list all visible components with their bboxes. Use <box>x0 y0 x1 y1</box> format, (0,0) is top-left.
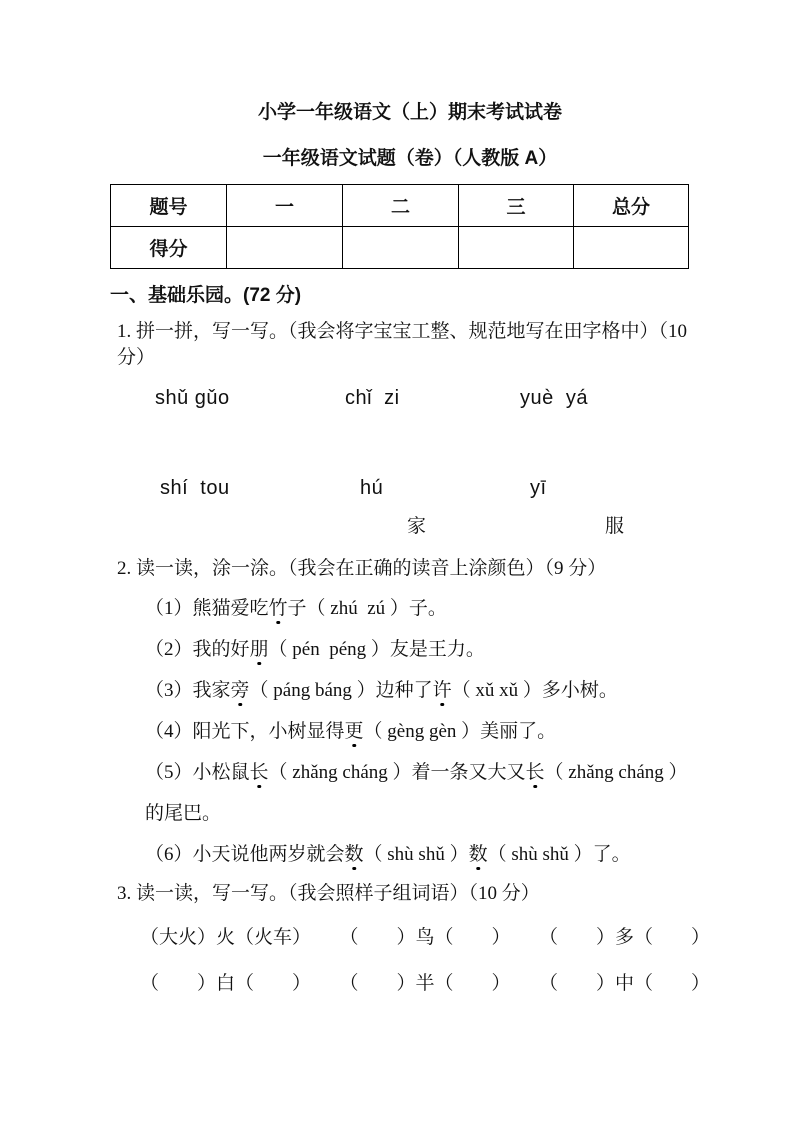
item3-heading: 3. 读一读，写一写。（我会照样子组词语）（10 分） <box>117 883 540 904</box>
word-row <box>140 915 710 961</box>
emphasized-char: 许 <box>433 675 452 702</box>
line-text: （4）阳光下，小树显得 <box>145 721 345 742</box>
pinyin-yueya: yuè yá <box>520 387 588 409</box>
pinyin-chizi: chǐ zi <box>345 387 400 409</box>
line-text: （6）小天说他两岁就会 <box>145 844 345 865</box>
score-table <box>110 184 689 269</box>
emphasized-char: 数 <box>345 839 364 866</box>
word-cell: （ ）鸟（ ） <box>339 927 511 948</box>
score-table-cell-q1: 一 <box>227 185 343 227</box>
line-text: （ xǔ xǔ ）多小树。 <box>451 680 618 701</box>
item1-pinyin-zone <box>110 371 710 556</box>
score-table-header-row <box>111 185 689 227</box>
page-subtitle: 一年级语文试题（卷）（人教版 A） <box>262 148 558 169</box>
line-text: （ páng báng ）边种了 <box>249 680 433 701</box>
item2-line <box>145 629 710 670</box>
score-table-cell-label: 题号 <box>111 185 227 227</box>
word-row <box>140 961 710 1007</box>
pinyin-shuguo: shǔ gǔo <box>155 387 230 409</box>
item2-line <box>145 670 710 711</box>
score-table-cell-q2: 二 <box>343 185 459 227</box>
pinyin-hu: hú <box>360 477 384 499</box>
emphasized-char: 数 <box>469 839 488 866</box>
page-title: 小学一年级语文（上）期末考试试卷 <box>257 102 562 123</box>
hint-char-fu: 服 <box>605 516 625 537</box>
word-cell: （大火）火（火车） <box>140 927 312 948</box>
score-cell-empty-3 <box>459 227 574 269</box>
emphasized-char: 竹 <box>269 593 288 620</box>
line-text: （ shù shǔ ） <box>363 844 469 865</box>
item2-lines <box>110 588 710 875</box>
pinyin-shitou: shí tou <box>160 477 230 499</box>
word-cell: （ ）白（ ） <box>140 973 312 994</box>
line-text: （ pén péng ）友是王力。 <box>268 639 485 660</box>
word-cell: （ ）半（ ） <box>339 973 511 994</box>
line-text: （ zhǎng cháng ） <box>544 762 688 783</box>
item1-heading: 1. 拼一拼，写一写。（我会将字宝宝工整、规范地写在田字格中）（10 分） <box>117 321 688 368</box>
word-cell: （ ）多（ ） <box>538 927 710 948</box>
line-text: （ gèng gèn ）美丽了。 <box>363 721 557 742</box>
line-text: （2）我的好 <box>145 639 250 660</box>
item2-line <box>145 834 710 875</box>
hint-char-jia: 家 <box>407 516 427 537</box>
score-row-label: 得分 <box>111 227 227 269</box>
pinyin-yi: yī <box>530 477 547 499</box>
item3-rows <box>110 915 710 1007</box>
score-table-score-row <box>111 227 689 269</box>
emphasized-char: 朋 <box>250 634 269 661</box>
emphasized-char: 长 <box>526 757 545 784</box>
score-table-cell-q3: 三 <box>459 185 574 227</box>
item2-line <box>145 588 710 629</box>
line-text: （5）小松鼠 <box>145 762 250 783</box>
emphasized-char: 更 <box>345 716 364 743</box>
line-text: 的尾巴。 <box>145 803 222 824</box>
emphasized-char: 长 <box>250 757 269 784</box>
line-text: （3）我家 <box>145 680 231 701</box>
line-text: 子（ zhú zú ）子。 <box>287 598 447 619</box>
item2-heading: 2. 读一读，涂一涂。（我会在正确的读音上涂颜色）（9 分） <box>117 558 607 579</box>
score-cell-empty-1 <box>227 227 343 269</box>
emphasized-char: 旁 <box>231 675 250 702</box>
section1-heading: 一、基础乐园。(72 分) <box>110 285 302 306</box>
score-cell-empty-2 <box>343 227 459 269</box>
line-text: （1）熊猫爱吃 <box>145 598 269 619</box>
score-cell-empty-4 <box>574 227 689 269</box>
line-text: （ zhǎng cháng ）着一条又大又 <box>268 762 526 783</box>
word-cell: （ ）中（ ） <box>538 973 710 994</box>
item2-line <box>145 711 710 752</box>
item2-line <box>145 752 710 793</box>
score-table-cell-total: 总分 <box>574 185 689 227</box>
line-text: （ shù shǔ ）了。 <box>487 844 631 865</box>
item2-line <box>145 793 710 834</box>
